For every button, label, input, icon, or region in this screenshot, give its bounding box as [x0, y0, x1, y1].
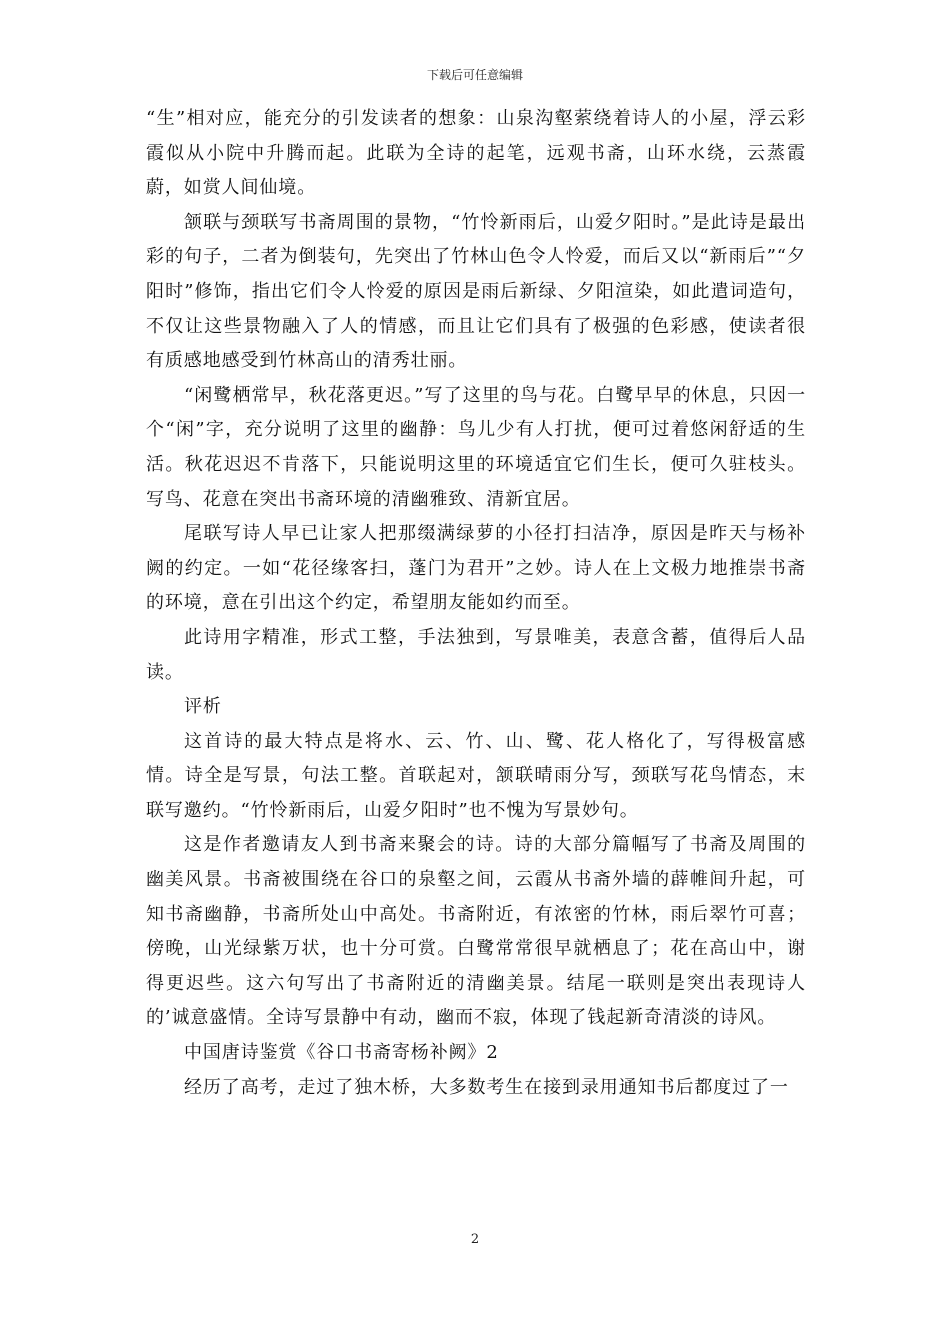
paragraph-8: 这是作者邀请友人到书斋来聚会的诗。诗的大部分篇幅写了书斋及周围的幽美风景。书斋被围绕在谷口的泉壑之间，云霞从书斋外墙的薜帷间升起，可知书斋幽静，书斋所处山中高处。书斋附近，有浓密的竹林，雨后翠竹可喜；傍晚，山光绿紫万状，也十分可赏。白鹭常常很早就栖息了；花在高山中，谢得更迟些。这六句写出了书斋附近的清幽美景。结尾一联则是突出表现诗人的’诚意盛情。全诗写景静中有动，幽而不寂，体现了钱起新奇清淡的诗风。	[146, 834, 806, 1029]
section-heading-pingxi: 评析	[184, 696, 222, 718]
section-title: 中国唐诗鉴赏《谷口书斋寄杨补阙》2	[184, 1042, 499, 1064]
page-number: 2	[470, 1232, 480, 1247]
paragraph-4: 尾联写诗人早已让家人把那缀满绿萝的小径打扫洁净，原因是昨天与杨补阙的约定。一如“花径缘客扫，蓬门为君开”之妙。诗人在上文极力地推崇书斋的环境，意在引出这个约定，希望朋友能如约而至。	[146, 523, 806, 614]
paragraph-3: “闲鹭栖常早，秋花落更迟。”写了这里的鸟与花。白鹭早早的休息，只因一个“闲”字，充分说明了这里的幽静：鸟儿少有人打扰，便可过着悠闲舒适的生活。秋花迟迟不肯落下，只能说明这里的环境适宜它们生长，便可久驻枝头。写鸟、花意在突出书斋环境的清幽雅致、清新宜居。	[146, 384, 806, 510]
paragraph-5: 此诗用字精准，形式工整，手法独到，写景唯美，表意含蓄，值得后人品读。	[146, 626, 806, 683]
paragraph-7: 这首诗的最大特点是将水、云、竹、山、鹭、花人格化了，写得极富感情。诗全是写景，句法工整。首联起对，颔联晴雨分写，颈联写花鸟情态，末联写邀约。“竹怜新雨后，山爱夕阳时”也不愧为写景妙句。	[146, 730, 806, 821]
document-body	[146, 102, 806, 1105]
paragraph-2: 颔联与颈联写书斋周围的景物，“竹怜新雨后，山爱夕阳时。”是此诗是最出彩的句子，二者为倒装句，先突出了竹林山色令人怜爱，而后又以“新雨后”“夕阳时”修饰，指出它们令人怜爱的原因是雨后新绿、夕阳渲染，如此遣词造句，不仅让这些景物融入了人的情感，而且让它们具有了极强的色彩感，使读者很有质感地感受到竹林高山的清秀壮丽。	[146, 211, 806, 372]
page-header: 下载后可任意编辑	[426, 68, 523, 82]
paragraph-10: 经历了高考，走过了独木桥，大多数考生在接到录用通知书后都度过了一	[184, 1076, 789, 1098]
paragraph-1: “生”相对应，能充分的引发读者的想象：山泉沟壑萦绕着诗人的小屋，浮云彩霞似从小院中升腾而起。此联为全诗的起笔，远观书斋，山环水绕，云蒸霞蔚，如赏人间仙境。	[146, 108, 806, 199]
